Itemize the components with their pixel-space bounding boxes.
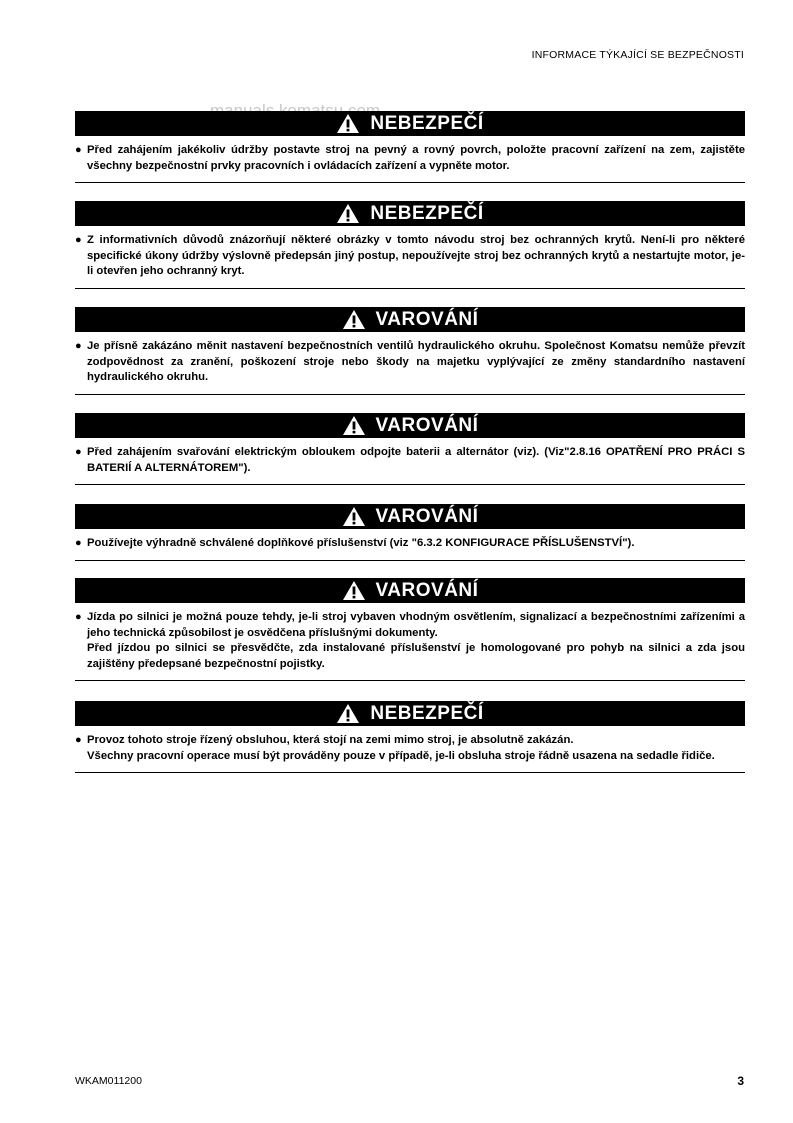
banner-label: NEBEZPEČÍ bbox=[370, 202, 484, 224]
paragraph: Jízda po silnici je možná pouze tehdy, je-li stroj vybaven vhodným osvětlením, signalizací a bezpečnostními zařízeními a jeho technická způsobilost je osvědčena příslušnými dokumenty. bbox=[87, 611, 745, 639]
bullet-icon: ● bbox=[75, 144, 82, 156]
warning-triangle-icon bbox=[342, 506, 366, 527]
danger-banner bbox=[75, 111, 745, 136]
safety-text bbox=[75, 332, 745, 395]
banner-label: VAROVÁNÍ bbox=[375, 579, 479, 601]
paragraph: Před jízdou po silnici se přesvědčte, zda instalované příslušenství je homologované pro pohyb na silnici a zda jsou zajištěny předepsané bezpečnostní pojistky. bbox=[87, 642, 745, 670]
warning-banner bbox=[75, 578, 745, 603]
bullet-icon: ● bbox=[75, 234, 82, 246]
banner-label: VAROVÁNÍ bbox=[375, 414, 479, 436]
banner-label: VAROVÁNÍ bbox=[375, 308, 479, 330]
safety-block-5 bbox=[75, 504, 745, 561]
bullet-icon: ● bbox=[75, 537, 82, 549]
warning-banner bbox=[75, 504, 745, 529]
page-number: 3 bbox=[737, 1074, 744, 1088]
safety-text bbox=[75, 726, 745, 773]
safety-block-6 bbox=[75, 578, 745, 681]
paragraph: Před zahájením jakékoliv údržby postavte stroj na pevný a rovný povrch, položte pracovní zařízení na zem, zajistěte všechny bezpečnostní prvky pracovních i ovládacích zařízení a vypněte motor. bbox=[87, 144, 745, 172]
banner-label: VAROVÁNÍ bbox=[375, 505, 479, 527]
safety-block-2 bbox=[75, 201, 745, 289]
warning-triangle-icon bbox=[342, 580, 366, 601]
banner-label: NEBEZPEČÍ bbox=[370, 702, 484, 724]
paragraph: Je přísně zakázáno měnit nastavení bezpečnostních ventilů hydraulického okruhu. Společnost Komatsu nemůže převzít zodpovědnost za zranění, poškození stroje nebo škody na majetku vyplývající ze změny standardního nastavení hydraulického okruhu. bbox=[87, 340, 745, 384]
safety-text bbox=[75, 226, 745, 289]
warning-triangle-icon bbox=[342, 415, 366, 436]
warning-triangle-icon bbox=[336, 703, 360, 724]
paragraph: Všechny pracovní operace musí být prováděny pouze v případě, je-li obsluha stroje řádně usazena na sedadle řidiče. bbox=[87, 749, 715, 762]
banner-label: NEBEZPEČÍ bbox=[370, 112, 484, 134]
warning-triangle-icon bbox=[336, 203, 360, 224]
bullet-icon: ● bbox=[75, 340, 82, 352]
warning-triangle-icon bbox=[336, 113, 360, 134]
safety-text bbox=[75, 529, 745, 561]
safety-block-7 bbox=[75, 701, 745, 773]
safety-block-3 bbox=[75, 307, 745, 395]
danger-banner bbox=[75, 701, 745, 726]
safety-text bbox=[75, 603, 745, 681]
safety-text bbox=[75, 136, 745, 183]
safety-block-1 bbox=[75, 111, 745, 183]
paragraph: Používejte výhradně schválené doplňkové příslušenství (viz "6.3.2 KONFIGURACE PŘÍSLUŠENSTVÍ"). bbox=[87, 537, 635, 549]
safety-block-4 bbox=[75, 413, 745, 485]
bullet-icon: ● bbox=[75, 611, 82, 623]
paragraph: Provoz tohoto stroje řízený obsluhou, která stojí na zemi mimo stroj, je absolutně zakázán. bbox=[87, 734, 574, 746]
bullet-icon: ● bbox=[75, 446, 82, 458]
paragraph: Z informativních důvodů znázorňují některé obrázky v tomto návodu stroj bez ochranných krytů. Není-li pro některé specifické úkony údržby výslovně předepsán jiný postup, nepoužívejte stroj bez ochranných krytů a nestartujte motor, je-li otevřen jeho ochranný kryt. bbox=[87, 234, 745, 278]
warning-banner bbox=[75, 413, 745, 438]
page-header-title: INFORMACE TÝKAJÍCÍ SE BEZPEČNOSTI bbox=[531, 49, 744, 61]
warning-banner bbox=[75, 307, 745, 332]
danger-banner bbox=[75, 201, 745, 226]
document-code: WKAM011200 bbox=[75, 1075, 142, 1087]
bullet-icon: ● bbox=[75, 734, 82, 746]
safety-text bbox=[75, 438, 745, 485]
warning-triangle-icon bbox=[342, 309, 366, 330]
paragraph: Před zahájením svařování elektrickým obloukem odpojte baterii a alternátor (viz). (Viz"2.8.16 OPATŘENÍ PRO PRÁCI S BATERIÍ A ALTERNÁTOREM"). bbox=[87, 446, 745, 474]
